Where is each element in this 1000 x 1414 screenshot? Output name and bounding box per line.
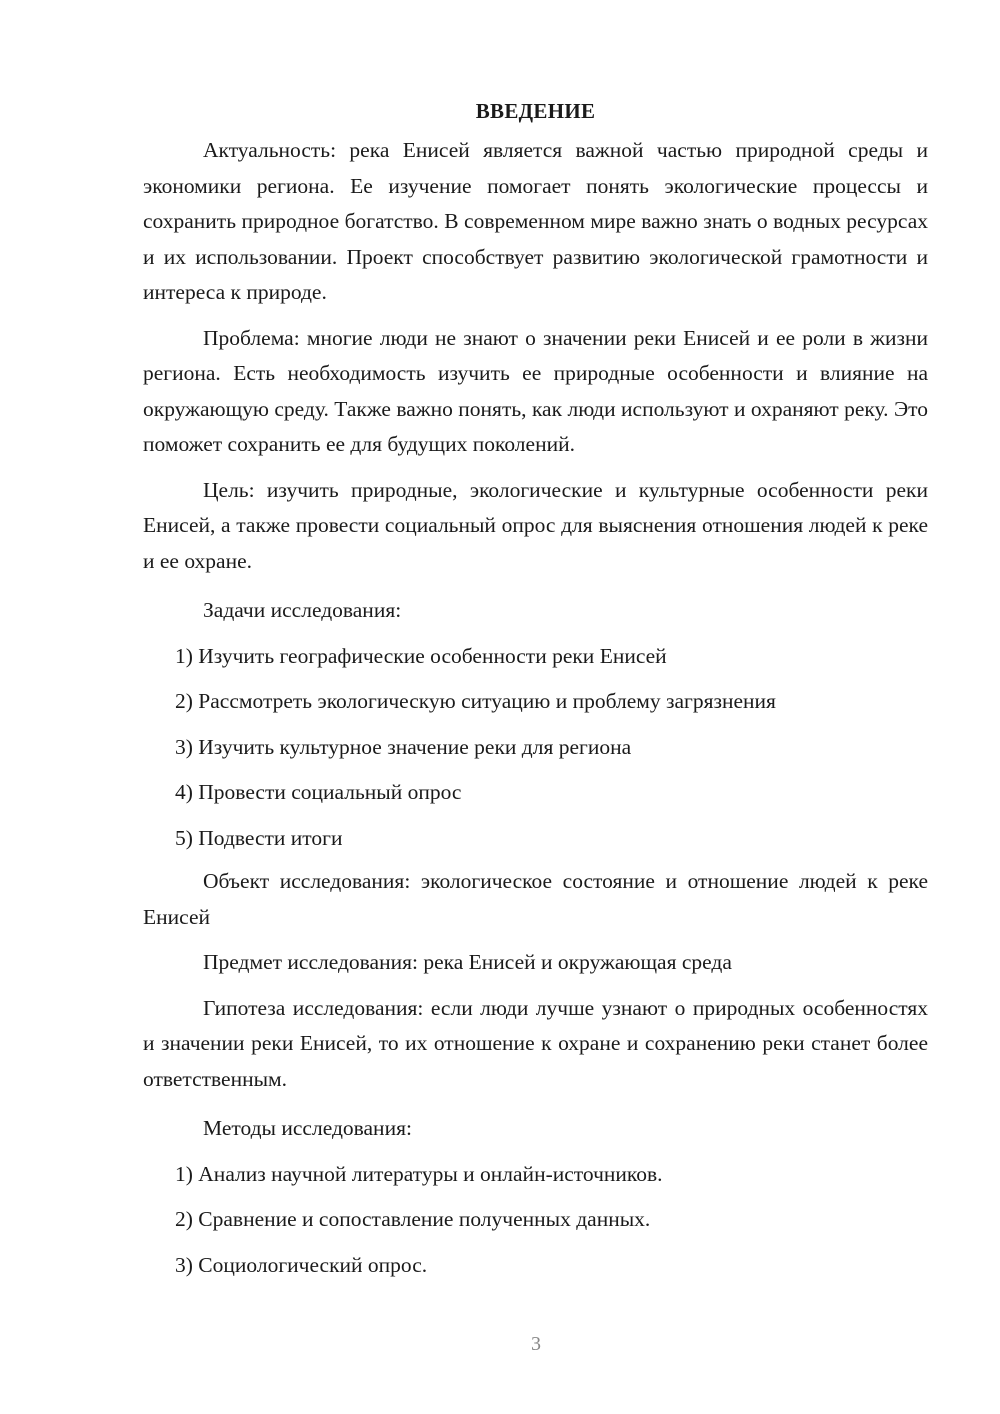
list-item: 1) Изучить географические особенности реки Енисей	[175, 643, 667, 668]
relevance-paragraph: Актуальность: река Енисей является важной частью природной среды и экономики региона. Ее изучение помогает понять экологические процессы и сохранить природное богатство. В современном мире важно знать о водных ресурсах и их использовании. Проект способствует развитию экологической грамотности и интереса к природе.	[143, 138, 928, 304]
list-item: 1) Анализ научной литературы и онлайн-источников.	[175, 1161, 663, 1186]
problem-paragraph: Проблема: многие люди не знают о значении реки Енисей и ее роли в жизни региона. Есть необходимость изучить ее природные особенности и влияние на окружающую среду. Также важно понять, как люди используют и охраняют реку. Это поможет сохранить ее для будущих поколений.	[143, 325, 928, 456]
page-title: ВВЕДЕНИЕ	[475, 99, 596, 123]
list-item: 3) Изучить культурное значение реки для региона	[175, 734, 632, 759]
page-number: 3	[531, 1333, 541, 1355]
document-page	[143, 96, 928, 1293]
list-item: 2) Сравнение и сопоставление полученных данных.	[175, 1207, 651, 1231]
goal-paragraph: Цель: изучить природные, экологические и культурные особенности реки Енисей, а также провести социальный опрос для выяснения отношения людей к реке и ее охране.	[143, 477, 928, 573]
list-item: 3) Социологический опрос.	[175, 1252, 428, 1277]
tasks-heading: Задачи исследования:	[203, 598, 402, 622]
methods-heading: Методы исследования:	[203, 1116, 412, 1140]
list-item: 4) Провести социальный опрос	[175, 780, 462, 804]
list-item: 5) Подвести итоги	[175, 825, 343, 850]
list-item: 2) Рассмотреть экологическую ситуацию и проблему загрязнения	[175, 689, 776, 713]
object-paragraph: Объект исследования: экологическое состояние и отношение людей к реке Енисей	[143, 869, 928, 929]
tasks-list	[143, 639, 928, 857]
hypothesis-paragraph: Гипотеза исследования: если люди лучше узнают о природных особенностях и значении реки Енисей, то их отношение к охране и сохранению реки станет более ответственным.	[143, 995, 928, 1091]
subject-paragraph: Предмет исследования: река Енисей и окружающая среда	[203, 950, 732, 974]
methods-list	[143, 1157, 928, 1284]
